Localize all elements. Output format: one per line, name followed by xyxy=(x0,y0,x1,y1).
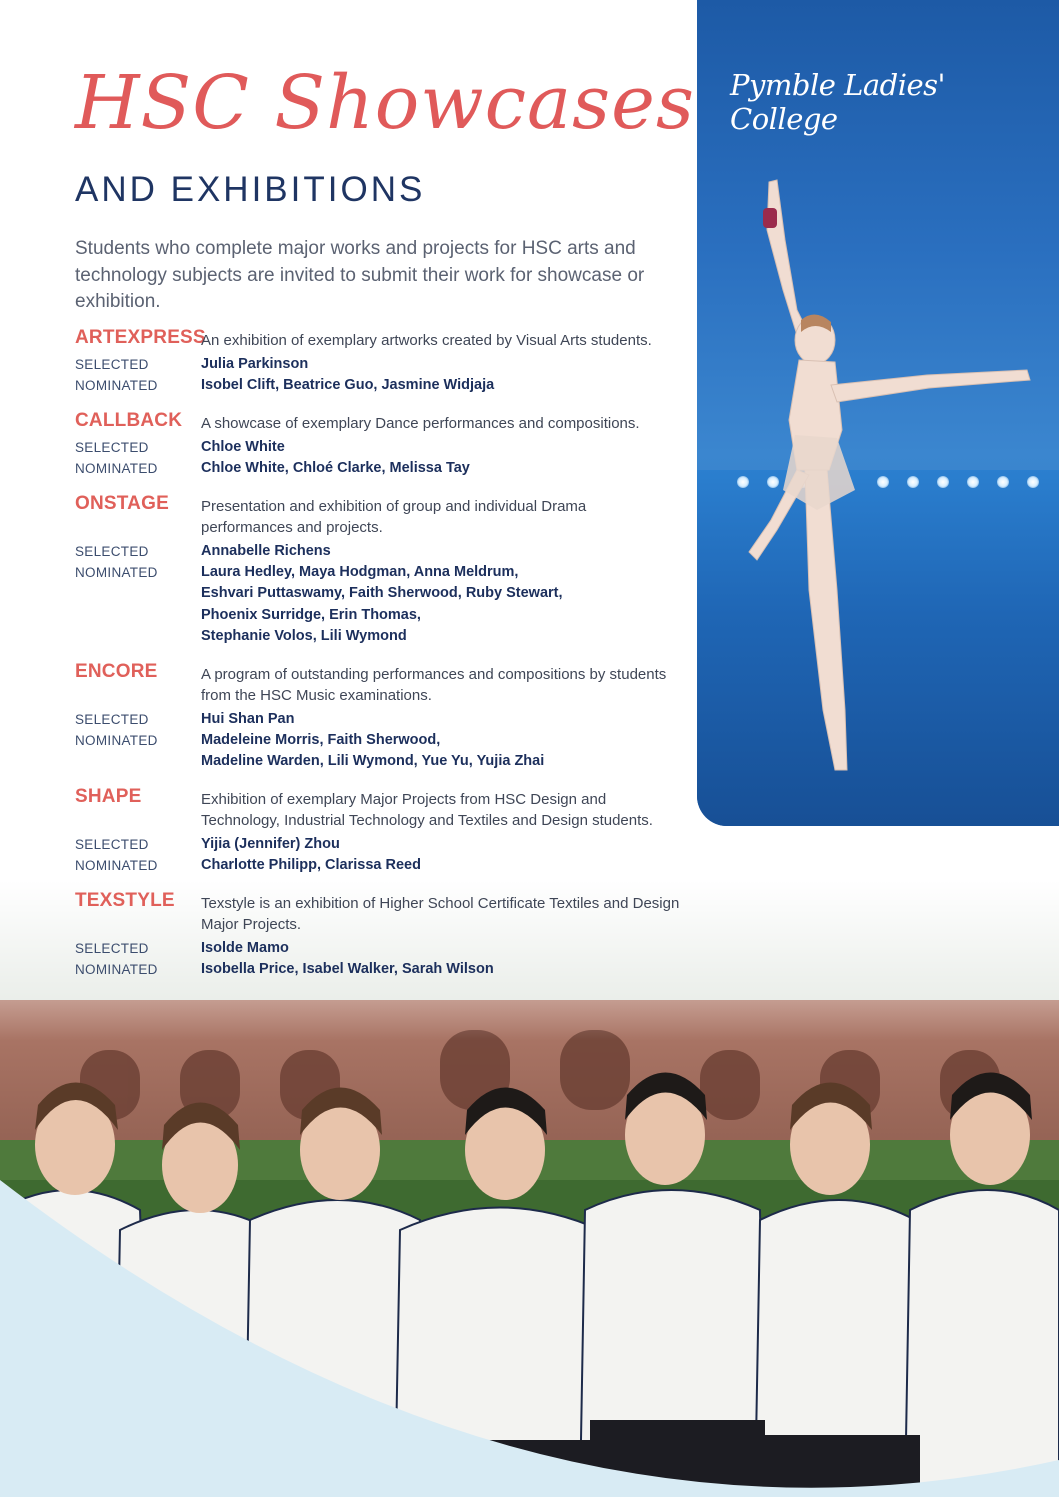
nominated-label: NOMINATED xyxy=(75,461,158,476)
selected-label: SELECTED xyxy=(75,357,149,372)
selected-names: Chloe White xyxy=(201,439,285,455)
selected-names: Yijia (Jennifer) Zhou xyxy=(201,836,340,852)
selected-label: SELECTED xyxy=(75,544,149,559)
section-name: ENCORE xyxy=(75,661,158,682)
section-name: ARTEXPRESS xyxy=(75,327,206,348)
selected-label: SELECTED xyxy=(75,837,149,852)
selected-names: Annabelle Richens xyxy=(201,543,331,559)
page-subtitle: AND EXHIBITIONS xyxy=(75,170,426,209)
selected-label: SELECTED xyxy=(75,941,149,956)
section-name: TEXSTYLE xyxy=(75,890,175,911)
nominated-names: Charlotte Philipp, Clarissa Reed xyxy=(201,857,421,873)
section-description: A showcase of exemplary Dance performances and compositions. xyxy=(201,415,640,432)
nominated-names: Laura Hedley, Maya Hodgman, Anna Meldrum, Eshvari Puttaswamy, Faith Sherwood, Ruby Stewart, Phoenix Surridge, Erin Thomas, Stephanie Volos, Lili Wymond xyxy=(201,564,563,644)
intro-paragraph: Students who complete major works and projects for HSC arts and technology subjects are invited to submit their work for showcase or exhibition. xyxy=(75,238,645,312)
selected-label: SELECTED xyxy=(75,712,149,727)
section-description: An exhibition of exemplary artworks created by Visual Arts students. xyxy=(201,332,652,349)
nominated-names: Madeleine Morris, Faith Sherwood, Madeline Warden, Lili Wymond, Yue Yu, Yujia Zhai xyxy=(201,732,545,770)
section-description: Exhibition of exemplary Major Projects from HSC Design and Technology, Industrial Technology and Textiles and Design students. xyxy=(201,791,653,829)
section-description: A program of outstanding performances and compositions by students from the HSC Music examinations. xyxy=(201,666,667,704)
nominated-label: NOMINATED xyxy=(75,858,158,873)
nominated-names: Chloe White, Chloé Clarke, Melissa Tay xyxy=(201,460,470,476)
selected-names: Isolde Mamo xyxy=(201,940,289,956)
selected-label: SELECTED xyxy=(75,440,149,455)
college-logo: Pymble Ladies' College xyxy=(730,68,946,136)
section-name: SHAPE xyxy=(75,786,142,807)
dancer-illustration xyxy=(697,170,1059,790)
nominated-label: NOMINATED xyxy=(75,565,158,580)
section-name: CALLBACK xyxy=(75,410,183,431)
nominated-label: NOMINATED xyxy=(75,733,158,748)
nominated-label: NOMINATED xyxy=(75,378,158,393)
nominated-names: Isobel Clift, Beatrice Guo, Jasmine Widjaja xyxy=(201,377,495,393)
page-title: HSC Showcases xyxy=(75,60,695,146)
section-name: ONSTAGE xyxy=(75,493,169,514)
nominated-names: Isobella Price, Isabel Walker, Sarah Wilson xyxy=(201,961,494,977)
wrist-ribbon xyxy=(763,208,777,228)
selected-names: Hui Shan Pan xyxy=(201,711,295,727)
nominated-label: NOMINATED xyxy=(75,962,158,977)
selected-names: Julia Parkinson xyxy=(201,356,309,372)
section-description: Texstyle is an exhibition of Higher School Certificate Textiles and Design Major Projects. xyxy=(201,895,680,933)
section-description: Presentation and exhibition of group and individual Drama performances and projects. xyxy=(201,498,587,536)
